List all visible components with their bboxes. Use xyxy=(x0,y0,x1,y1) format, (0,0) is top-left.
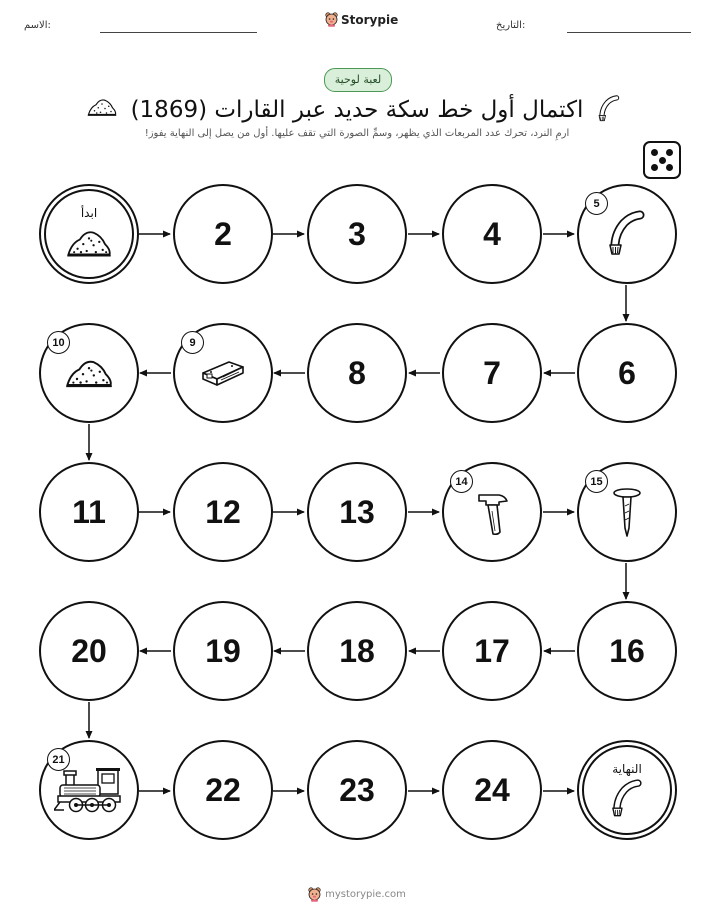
space-number: 19 xyxy=(205,632,241,669)
board-space-15 xyxy=(577,462,677,562)
space-number: 3 xyxy=(348,215,366,252)
space-number: 17 xyxy=(474,632,510,669)
board-space-10 xyxy=(39,323,139,423)
space-number-tag: 10 xyxy=(47,331,70,354)
space-number-tag: 15 xyxy=(585,470,608,493)
board-space-11 xyxy=(39,462,139,562)
space-number: 13 xyxy=(339,493,375,530)
board-space-18 xyxy=(307,601,407,701)
board-space-22 xyxy=(173,740,273,840)
space-number: 20 xyxy=(71,632,107,669)
board-space-16 xyxy=(577,601,677,701)
name-label: الاسم: xyxy=(24,20,51,31)
board-space-5 xyxy=(577,184,677,284)
board-space-19 xyxy=(173,601,273,701)
storypie-mascot-icon xyxy=(308,887,321,902)
board-space-20 xyxy=(39,601,139,701)
instructions: ارمِ النرد، تحرك عدد المربعات الذي يظهر، وسمِّ الصورة التي تقف عليها. أول من يصل إلى النهاية يفوز! xyxy=(144,128,570,139)
board-space-6 xyxy=(577,323,677,423)
gravel-pile-icon xyxy=(66,227,112,259)
board-space-21 xyxy=(39,740,139,840)
gravel-pile-icon xyxy=(65,356,113,390)
space-number: 23 xyxy=(339,771,375,808)
brand-name: Storypie xyxy=(341,12,399,27)
space-number-tag: 21 xyxy=(47,748,70,771)
board-space-7 xyxy=(442,323,542,423)
board-space-13 xyxy=(307,462,407,562)
finish-label: النهاية xyxy=(612,762,642,776)
wooden-tie-icon xyxy=(199,357,247,389)
space-number: 4 xyxy=(483,215,501,252)
space-number-tag: 14 xyxy=(450,470,473,493)
board-space-24 xyxy=(442,740,542,840)
board-space-2 xyxy=(173,184,273,284)
board-space-12 xyxy=(173,462,273,562)
board-space-8 xyxy=(307,323,407,423)
finish-space xyxy=(577,740,677,840)
footer-url[interactable]: mystorypie.com xyxy=(325,889,406,900)
space-number-tag: 9 xyxy=(181,331,204,354)
date-label: التاريخ: xyxy=(496,20,526,31)
space-number: 12 xyxy=(205,493,241,530)
board-space-9 xyxy=(173,323,273,423)
space-number: 11 xyxy=(72,493,106,530)
space-number: 16 xyxy=(609,632,645,669)
steam-locomotive-icon xyxy=(54,766,124,814)
space-number: 2 xyxy=(214,215,232,252)
start-label: ابدأ xyxy=(80,206,98,220)
start-space xyxy=(39,184,139,284)
space-number: 22 xyxy=(205,771,241,808)
hammer-icon xyxy=(472,487,512,537)
footer xyxy=(0,887,714,902)
board-space-3 xyxy=(307,184,407,284)
board-space-14 xyxy=(442,462,542,562)
board-space-23 xyxy=(307,740,407,840)
railroad-spike-icon xyxy=(610,779,644,819)
nail-icon xyxy=(610,486,644,538)
board-space-17 xyxy=(442,601,542,701)
board-space-4 xyxy=(442,184,542,284)
board-game-badge: لعبة لوحية xyxy=(324,68,392,92)
space-number-tag: 5 xyxy=(585,192,608,215)
space-number: 8 xyxy=(348,354,366,391)
space-number: 6 xyxy=(618,354,636,391)
railroad-spike-icon xyxy=(607,210,647,258)
space-number: 7 xyxy=(483,354,501,391)
space-number: 24 xyxy=(474,771,510,808)
space-number: 18 xyxy=(339,632,375,669)
page-title: اكتمال أول خط سكة حديد عبر القارات (1869) xyxy=(130,97,584,123)
